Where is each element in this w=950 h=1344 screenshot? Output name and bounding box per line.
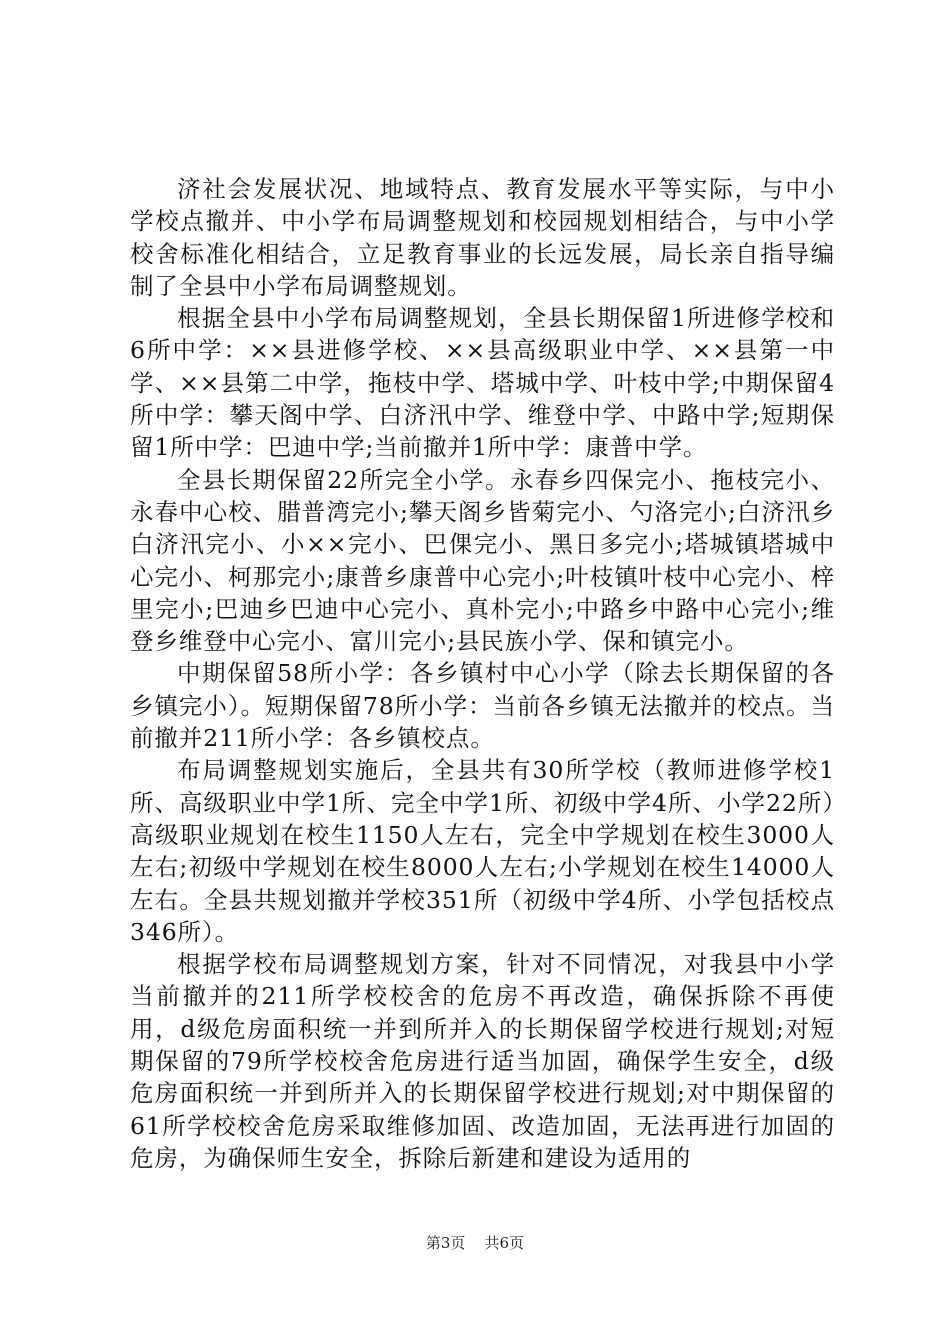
paragraph: 全县长期保留22所完全小学。永春乡四保完小、拖枝完小、永春中心校、腊普湾完小;攀天阁乡皆菊完小、勺洛完小;白济汛乡白济汛完小、小××完小、巴倮完小、黑日多完小;塔城镇塔城中心完小、柯那完小;康普乡康普中心完小;叶枝镇叶枝中心完小、梓里完小;巴迪乡巴迪中心完小、真朴完小;中路乡中路中心完小;维登乡维登中心完小、富川完小;县民族小学、保和镇完小。 xyxy=(130,465,835,656)
paragraph: 济社会发展状况、地域特点、教育发展水平等实际，与中小学校点撤并、中小学布局调整规划和校园规划相结合，与中小学校舍标准化相结合，立足教育事业的长远发展，局长亲自指导编制了全县中小学布局调整规划。 xyxy=(130,175,835,300)
paragraph: 根据全县中小学布局调整规划，全县长期保留1所进修学校和6所中学：××县进修学校、××县高级职业中学、××县第一中学、××县第二中学，拖枝中学、塔城中学、叶枝中学;中期保留4所中学：攀天阁中学、白济汛中学、维登中学、中路中学;短期保留1所中学：巴迪中学;当前撤并1所中学：康普中学。 xyxy=(130,304,835,462)
paragraph: 根据学校布局调整规划方案，针对不同情况，对我县中小学当前撤并的211所学校校舍的危房不再改造，确保拆除不再使用，d级危房面积统一并到所并入的长期保留学校进行规划;对短期保留的79所学校校舍危房进行适当加固，确保学生安全，d级危房面积统一并到所并入的长期保留学校进行规划;对中期保留的61所学校校舍危房采取维修加固、改造加固，无法再进行加固的危房，为确保师生安全，拆除后新建和建设为适用的 xyxy=(130,950,835,1172)
paragraph: 布局调整规划实施后，全县共有30所学校（教师进修学校1所、高级职业中学1所、完全中学1所、初级中学4所、小学22所）高级职业规划在校生1150人左右，完全中学规划在校生3000人左右;初级中学规划在校生8000人左右;小学规划在校生14000人左右。全县共规划撤并学校351所（初级中学4所、小学包括校点346所）。 xyxy=(130,756,835,946)
document-body xyxy=(130,173,835,1174)
page-footer xyxy=(0,1232,950,1254)
paragraph: 中期保留58所小学：各乡镇村中心小学（除去长期保留的各乡镇完小）。短期保留78所小学：当前各乡镇无法撤并的校点。当前撤并211所小学：各乡镇校点。 xyxy=(130,659,835,753)
footer-spacer xyxy=(470,1234,480,1252)
page-number: 第3页 xyxy=(425,1234,466,1252)
page-total: 共6页 xyxy=(484,1234,525,1252)
